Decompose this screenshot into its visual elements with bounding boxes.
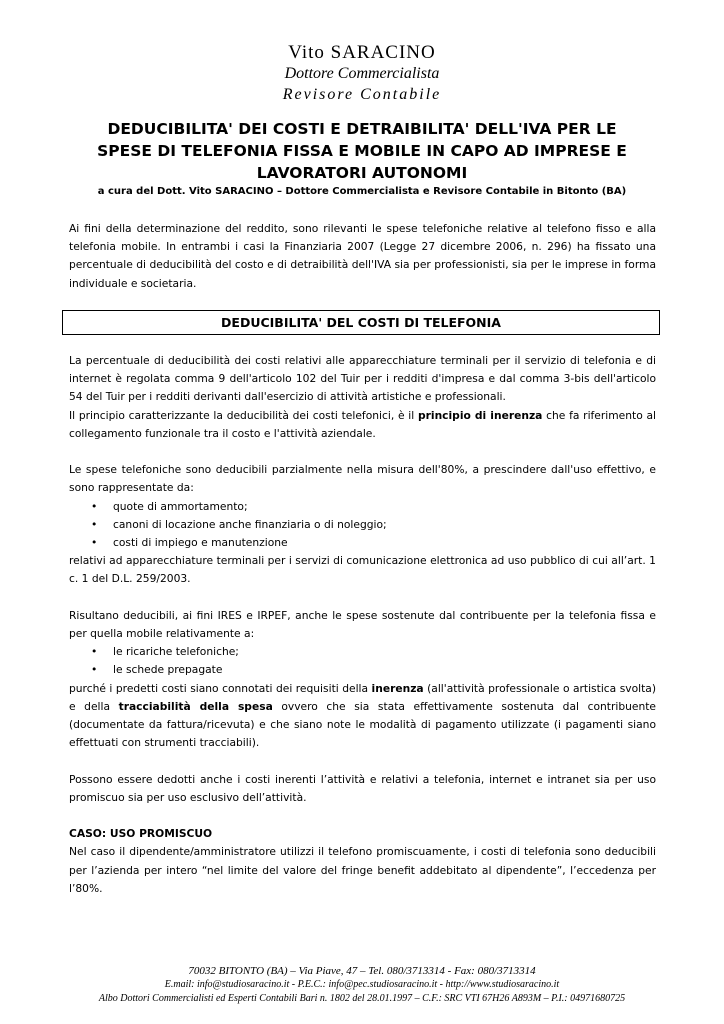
bullet-icon: •: [91, 499, 98, 513]
text-run: che fa riferimento al collegamento funzionale tra il costo e l'attività aziendale.: [69, 408, 657, 440]
list-item-text: le ricariche telefoniche;: [113, 645, 239, 659]
bold-text: tracciabilità della spesa: [118, 699, 273, 713]
paragraph: [69, 407, 656, 443]
bullet-icon: •: [91, 663, 98, 677]
paragraph: [69, 680, 656, 753]
spacer: [69, 589, 656, 607]
section-body: [69, 352, 656, 898]
text-run: ovvero che sia stata effettivamente sostenuta dal contribuente (documentate da fattura/ricevuta) e che siano note le modalità di pagamento utilizzate (i pagamenti siano effettuati con strumenti tracciabili).: [69, 699, 656, 750]
section-heading-box: [62, 310, 660, 335]
bullet-icon: •: [91, 645, 98, 659]
spacer: [69, 443, 656, 461]
bullet-list: [69, 498, 656, 553]
list-item-text: le schede prepagate: [113, 663, 223, 677]
list-item-text: quote di ammortamento;: [113, 499, 248, 513]
title-line: LAVORATORI AUTONOMI: [256, 164, 468, 182]
letterhead: [0, 42, 724, 105]
footer-registry: Albo Dottori Commercialisti ed Esperti Contabili Bari n. 1802 del 28.01.1997 – C.F.: SRC VTI 67H26 A893M – P.I.: 04971680725: [98, 993, 626, 1004]
list-item: [69, 516, 656, 534]
spacer: [69, 752, 656, 770]
paragraph: Nel caso il dipendente/amministratore utilizzi il telefono promiscuamente, i costi di telefonia sono deducibili per l’azienda per intero “nel limite del valore del fringe benefit addebitato al dipendente”, l’eccedenza per l’80%.: [69, 845, 656, 895]
bold-text: inerenza: [371, 681, 424, 695]
document-title: [70, 118, 654, 184]
section-heading: DEDUCIBILITA' DEL COSTI DI TELEFONIA: [221, 315, 501, 330]
list-item: [69, 661, 656, 679]
text-run: purché i predetti costi siano connotati dei requisiti della: [69, 681, 372, 695]
footer: [40, 964, 684, 1006]
title-line: SPESE DI TELEFONIA FISSA E MOBILE IN CAPO AD IMPRESE E: [97, 142, 627, 160]
paragraph: Le spese telefoniche sono deducibili parzialmente nella misura dell'80%, a prescindere dall'uso effettivo, e sono rappresentate da:: [69, 463, 656, 495]
case-heading: [69, 825, 656, 843]
case-heading-text: CASO: USO PROMISCUO: [69, 827, 213, 841]
author-name: Vito SARACINO: [288, 42, 436, 63]
paragraph: Risultano deducibili, ai fini IRES e IRPEF, anche le spese sostenute dal contribuente per la telefonia fissa e per quella mobile relativamente a:: [69, 608, 656, 641]
list-item-text: canoni di locazione anche finanziaria o di noleggio;: [113, 517, 387, 531]
bullet-list: [69, 643, 656, 679]
footer-contacts: E.mail: info@studiosaracino.it - P.E.C.: info@pec.studiosaracino.it - http://www.studiosaracino.it: [164, 979, 560, 990]
text-run: Il principio caratterizzante la deducibilità dei costi telefonici, è il: [69, 408, 418, 422]
paragraph: relativi ad apparecchiature terminali per i servizi di comunicazione elettronica ad uso pubblico di cui all’art. 1 c. 1 del D.L. 259/2003.: [69, 554, 656, 586]
text-run: (all'attività professionale o artistica svolta) e della: [69, 681, 657, 713]
title-line: DEDUCIBILITA' DEI COSTI E DETRAIBILITA' DELL'IVA PER LE: [107, 120, 617, 138]
list-item: [69, 534, 656, 552]
list-item: [69, 498, 656, 516]
bullet-icon: •: [91, 536, 98, 550]
curator-line: a cura del Dott. Vito SARACINO – Dottore Commercialista e Revisore Contabile in Bitonto (BA): [97, 186, 627, 197]
author-title: Dottore Commercialista: [284, 65, 440, 82]
author-subtitle: Revisore Contabile: [282, 86, 442, 103]
spacer: [69, 807, 656, 825]
intro-paragraph: [69, 220, 656, 293]
footer-address: 70032 BITONTO (BA) – Via Piave, 47 – Tel. 080/3713314 - Fax: 080/3713314: [188, 965, 536, 977]
bullet-icon: •: [91, 517, 98, 531]
list-item-text: costi di impiego e manutenzione: [113, 536, 288, 550]
paragraph: La percentuale di deducibilità dei costi relativi alle apparecchiature terminali per il servizio di telefonia e di internet è regolata comma 9 dell'articolo 102 del Tuir per i redditi d'impresa e dal comma 3-bis dell'articolo 54 del Tuir per i redditi derivanti dall'esercizio di attività artistiche e professionali.: [69, 354, 656, 404]
paragraph: Possono essere dedotti anche i costi inerenti l’attività e relativi a telefonia, internet e intranet sia per uso promiscuo sia per uso esclusivo dell’attività.: [69, 772, 656, 804]
bold-text: principio di inerenza: [417, 408, 543, 422]
list-item: [69, 643, 656, 661]
intro-text: Ai fini della determinazione del reddito, sono rilevanti le spese telefoniche relative al telefono fisso e alla telefonia mobile. In entrambi i casi la Finanziaria 2007 (Legge 27 dicembre 2006, n. 296) ha fissato una percentuale di deducibilità del costo e di detraibilità dell'IVA sia per professionisti, sia per le imprese in forma individuale e societaria.: [69, 222, 656, 290]
